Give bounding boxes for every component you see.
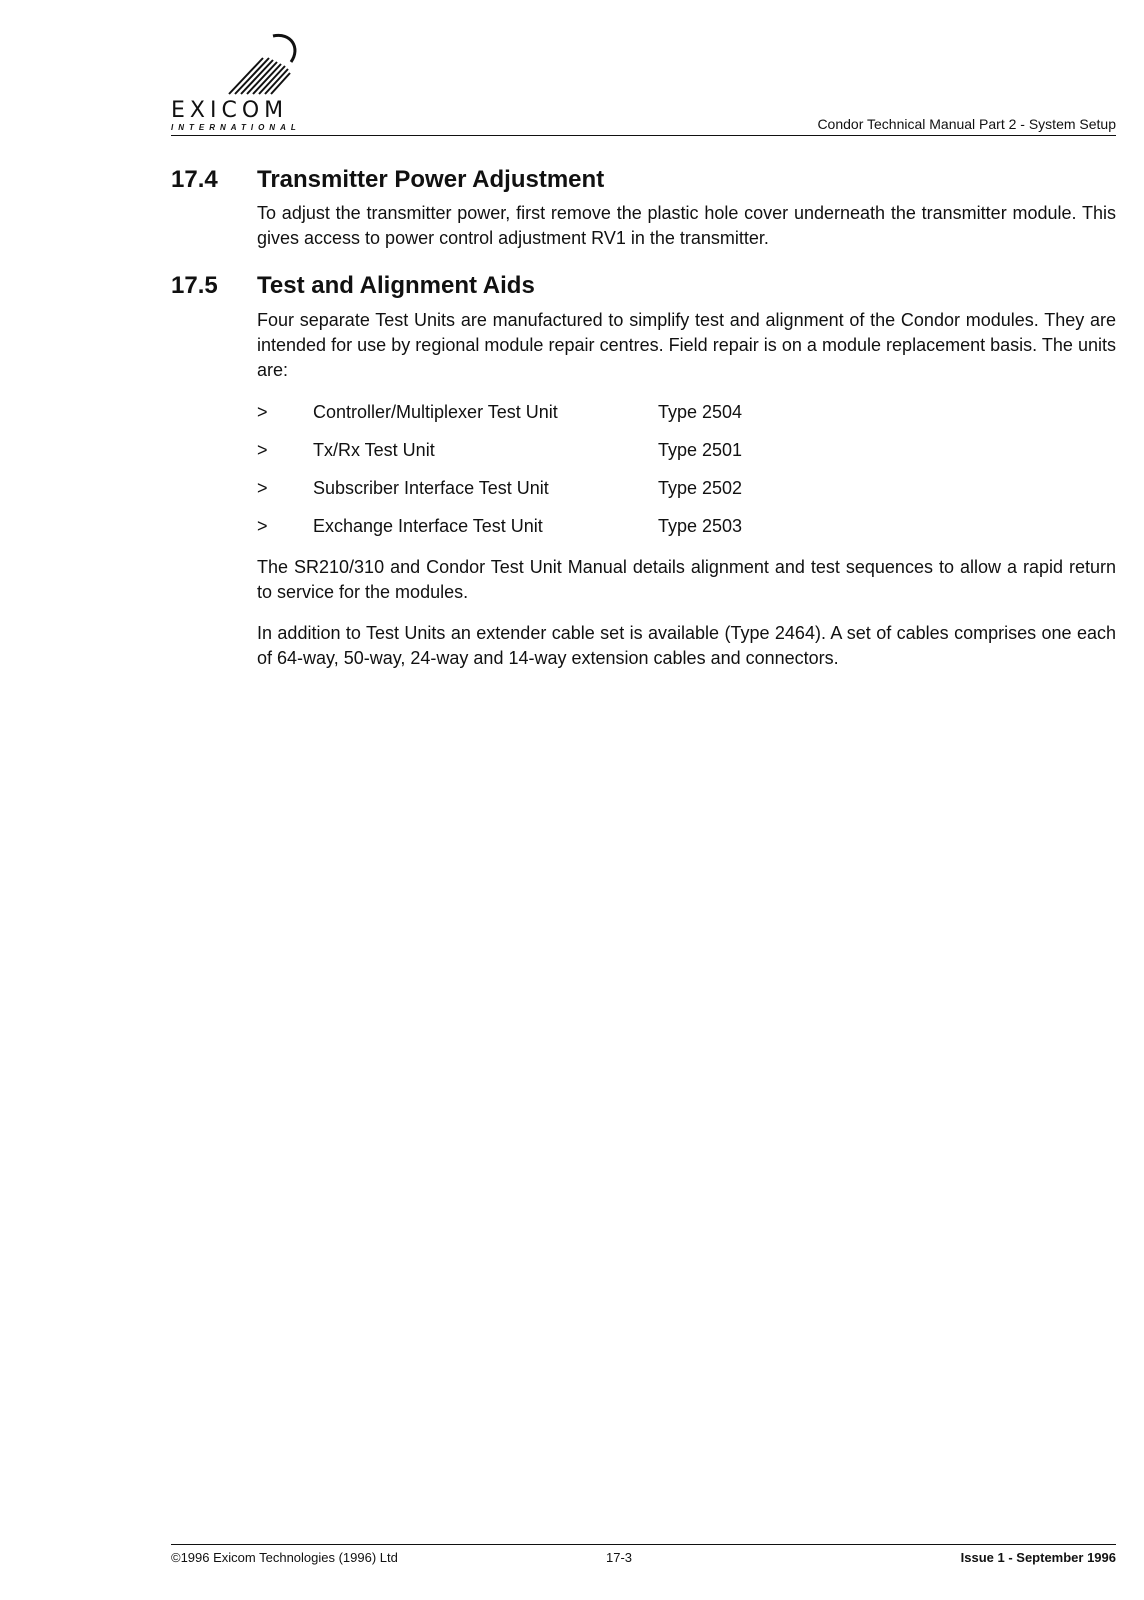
list-item: [257, 478, 1116, 516]
unit-type: Type 2504: [658, 402, 743, 422]
paragraph: Four separate Test Units are manufactured to simplify test and alignment of the Condor modules. They are intended for use by regional module repair centres. Field repair is on a module replacement basis. The units are:: [257, 310, 1116, 380]
section-number: 17.4: [171, 166, 218, 193]
logo-wordmark: EXICOM: [171, 98, 289, 123]
exicom-logo-icon: [211, 28, 311, 98]
logo-subtitle: INTERNATIONAL: [171, 123, 301, 132]
paragraph: In addition to Test Units an extender cable set is available (Type 2464). A set of cables comprises one each of 64-way, 50-way, 24-way and 14-way extension cables and connectors.: [257, 623, 1116, 668]
unit-name: Tx/Rx Test Unit: [313, 440, 435, 460]
test-unit-list: [257, 402, 1116, 554]
list-item: [257, 440, 1116, 478]
unit-name: Subscriber Interface Test Unit: [313, 478, 549, 498]
section-title: Transmitter Power Adjustment: [257, 166, 605, 193]
list-marker: >: [257, 516, 268, 536]
section-title: Test and Alignment Aids: [257, 272, 535, 299]
unit-type: Type 2503: [658, 516, 743, 536]
section-17-5: [171, 272, 1116, 712]
list-marker: >: [257, 440, 268, 460]
footer-rule: [171, 1544, 1116, 1545]
list-marker: >: [257, 402, 268, 422]
paragraph: The SR210/310 and Condor Test Unit Manual details alignment and test sequences to allow a rapid return to service for the modules.: [257, 557, 1116, 602]
unit-name: Exchange Interface Test Unit: [313, 516, 543, 536]
list-item: [257, 516, 1116, 554]
section-number: 17.5: [171, 272, 218, 299]
header-rule: [171, 135, 1116, 136]
section-17-4: [171, 166, 1116, 256]
paragraph: To adjust the transmitter power, first remove the plastic hole cover underneath the transmitter module. This gives access to power control adjustment RV1 in the transmitter.: [257, 203, 1116, 248]
running-header: Condor Technical Manual Part 2 - System Setup: [817, 116, 1116, 132]
page-number: 17-3: [606, 1550, 633, 1565]
list-marker: >: [257, 478, 268, 498]
unit-name: Controller/Multiplexer Test Unit: [313, 402, 558, 422]
footer-copyright: ©1996 Exicom Technologies (1996) Ltd: [171, 1550, 398, 1565]
list-item: [257, 402, 1116, 440]
unit-type: Type 2502: [658, 478, 743, 498]
unit-type: Type 2501: [658, 440, 743, 460]
footer-issue: Issue 1 - September 1996: [960, 1550, 1116, 1565]
exicom-logo: [171, 28, 331, 136]
